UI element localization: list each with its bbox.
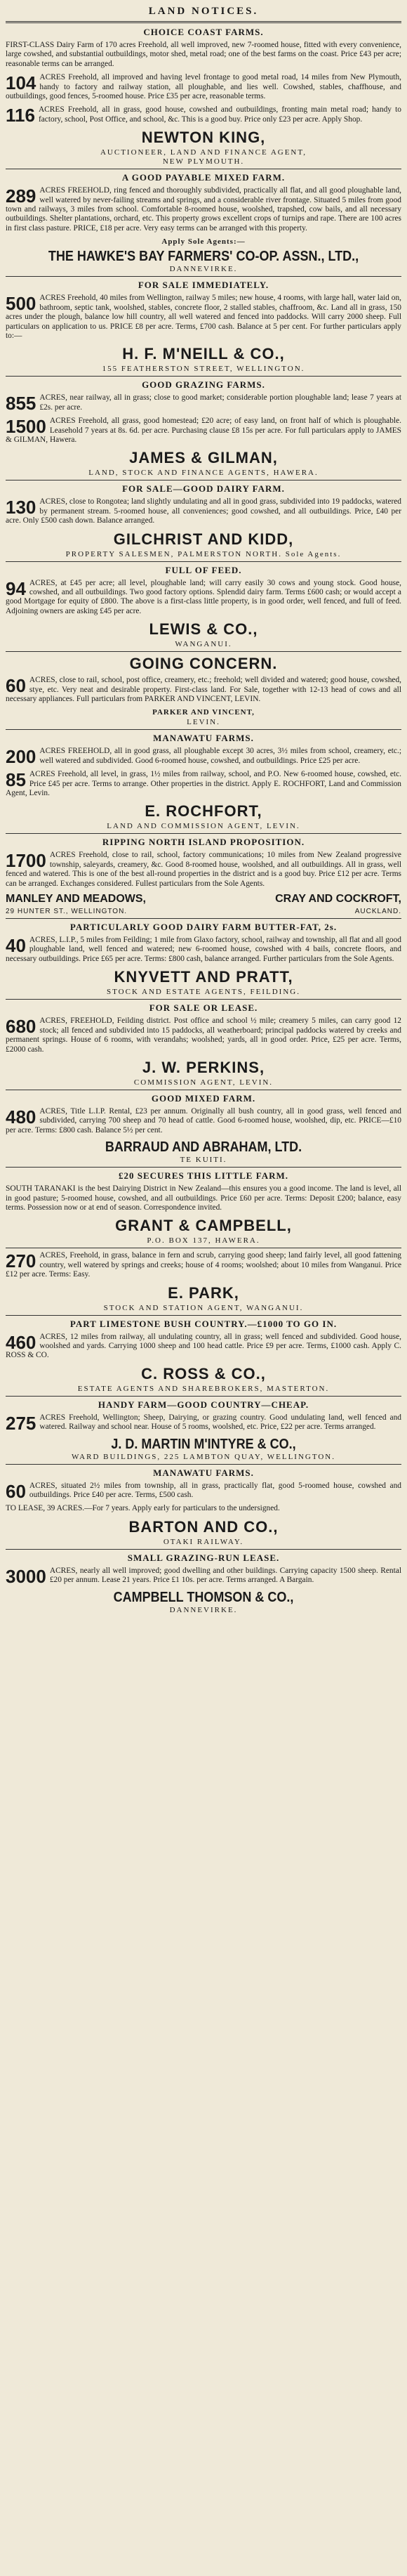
ad-text: ACRES FREEHOLD, ring fenced and thoroughly subdivided, practically all flat, and all good ploughable land, well watered by never-failing streams and springs, and a considerable river frontage. Situated 5 miles from good town and railways, 3 miles from school. Comfortable 8-roomed house, woolshed, trapshed, cow bails, and all necessary outbuildings. Shelter plantations, orchard, etc. This property grows excellent crops of turnips and rape. There are 100 acres in first class pasture. PRICE, £18 per acre. Very easy terms can be arranged with this property. bbox=[6, 186, 401, 233]
ad-text: ACRES, Title L.I.P. Rental, £23 per annum. Originally all bush country, all in good grass, well fenced and subdivided, carrying 700 sheep and 70 head of cattle. Good 6-roomed house, woolshed, dip, etc. PRICE—£10 per acre. Terms: £800 cash. Balance 5½ per cent. bbox=[6, 1106, 401, 1135]
agent-name: BARRAUD AND ABRAHAM, LTD. bbox=[105, 1138, 302, 1155]
ad-heading: FOR SALE OR LEASE. bbox=[149, 1002, 258, 1014]
agent-name: LEWIS & CO., bbox=[149, 620, 258, 639]
ad-3000-acres bbox=[6, 1567, 401, 1586]
ad-680-acres bbox=[6, 1016, 401, 1054]
agent-name: JAMES & GILMAN, bbox=[129, 449, 278, 467]
joint-agents-address bbox=[6, 908, 401, 915]
divider bbox=[6, 376, 401, 377]
ad-manawatu-60-acres bbox=[6, 1482, 401, 1501]
ad-text: ACRES FREEHOLD, all in good grass, all ploughable except 30 acres, 3½ miles from school, creamery, etc.; well watered and subdivided. Good 6-roomed house, cowshed, and outbuildings. Price £25 per acre. bbox=[39, 747, 401, 765]
ad-heading: A GOOD PAYABLE MIXED FARM. bbox=[121, 172, 286, 183]
ad-1500-acres bbox=[6, 417, 401, 445]
ad-94-acres bbox=[6, 579, 401, 617]
acreage: 3000 bbox=[6, 1565, 46, 1587]
agent-name: GILCHRIST AND KIDD, bbox=[113, 530, 294, 548]
acreage: 85 bbox=[6, 769, 26, 791]
section-subtitle: CHOICE COAST FARMS. bbox=[143, 27, 264, 37]
ad-heading: RIPPING NORTH ISLAND PROPOSITION. bbox=[102, 837, 305, 848]
agent-line: TE KUITI. bbox=[180, 1156, 227, 1165]
divider bbox=[6, 561, 401, 562]
acreage: 1500 bbox=[6, 416, 46, 438]
ad-heading: £20 SECURES THIS LITTLE FARM. bbox=[119, 1170, 288, 1182]
divider bbox=[6, 999, 401, 1000]
divider bbox=[6, 729, 401, 730]
agent-line: LAND, STOCK AND FINANCE AGENTS, HAWERA. bbox=[88, 469, 319, 478]
acreage: 116 bbox=[6, 105, 35, 126]
ad-270-acres bbox=[6, 1251, 401, 1279]
ad-275-acres bbox=[6, 1413, 401, 1432]
agent-name: H. F. M'NEILL & CO., bbox=[122, 345, 285, 363]
divider bbox=[6, 651, 401, 652]
ad-480-acres bbox=[6, 1107, 401, 1135]
ad-text: ACRES Freehold, all in grass, good house, cowshed and outbuildings, fronting main metal road; handy to factory, school, Post Office, and school, &c. This is a good buy. Price only £23 per acre. Apply Shop. bbox=[38, 105, 401, 124]
agent-line: AUCKLAND. bbox=[354, 908, 401, 916]
divider bbox=[6, 833, 401, 834]
acreage: 289 bbox=[6, 185, 36, 207]
ad-heading: SMALL GRAZING-RUN LEASE. bbox=[127, 1552, 280, 1563]
agent-name: THE HAWKE'S BAY FARMERS' CO-OP. ASSN., LTD., bbox=[48, 247, 359, 264]
ad-text: FIRST-CLASS Dairy Farm of 170 acres Freehold, all well improved, new 7-roomed house, fitted with every convenience, large cowshed, and substantial outbuildings, motor shed, metal road; one of the best farms on the coast. Price £43 per acre; reasonable terms can be arranged. bbox=[6, 41, 401, 68]
ad-text: ACRES Freehold, all level, in grass, 1½ miles from railway, school, and P.O. New 6-roomed house, cowshed, etc. Price £45 per acre. Terms to arrange. Other properties in the district. Apply E. ROCHFORT, Land and Commission Agent, Levin. bbox=[6, 770, 401, 798]
ad-text: ACRES, 12 miles from railway, all undulating country, all in grass; well fenced and subdivided. Good house, woolshed and yards. Carrying 1000 sheep and 100 head cattle. Price £9 per acre. Terms, £1000 cash. Apply C. ROSS & CO. bbox=[6, 1332, 401, 1360]
divider bbox=[6, 1396, 401, 1397]
agent-name: GRANT & CAMPBELL, bbox=[115, 1217, 292, 1235]
ad-heading: MANAWATU FARMS. bbox=[153, 733, 254, 744]
ad-text: ACRES, close to rail, school, post office, creamery, etc.; freehold; well divided and watered; good house, cowshed, stye, etc. Very neat and desirable property. First-class land. For Sale, together with 12-13 head of cows and all necessary appliances. Full particulars from PARKER AND VINCENT, LEVIN. bbox=[6, 676, 401, 703]
acreage: 200 bbox=[6, 746, 36, 768]
ad-heading: GOOD MIXED FARM. bbox=[151, 1092, 256, 1104]
ad-116-acres bbox=[6, 105, 401, 124]
agent-line: WARD BUILDINGS, 225 LAMBTON QUAY, WELLINGTON. bbox=[72, 1452, 335, 1461]
acreage: 60 bbox=[6, 1480, 26, 1502]
ad-130-acres bbox=[6, 497, 401, 525]
acreage: 680 bbox=[6, 1016, 36, 1038]
ad-85-acres bbox=[6, 770, 401, 798]
newspaper-column bbox=[3, 0, 404, 1622]
acreage: 40 bbox=[6, 935, 26, 957]
ad-heading: GOING CONCERN. bbox=[129, 655, 278, 673]
ad-south-taranaki bbox=[6, 1184, 401, 1212]
acreage: 104 bbox=[6, 72, 36, 94]
ad-text: TO LEASE, 39 ACRES.—For 7 years. Apply early for particulars to the undersigned. bbox=[6, 1504, 280, 1513]
ad-heading: FULL OF FEED. bbox=[165, 564, 242, 575]
divider bbox=[6, 918, 401, 919]
agent-line: NEW PLYMOUTH. bbox=[162, 157, 245, 166]
divider bbox=[6, 276, 401, 277]
agent-line: WANGANUI. bbox=[175, 640, 232, 649]
acreage: 460 bbox=[6, 1331, 36, 1353]
acreage: 94 bbox=[6, 577, 26, 599]
agent-line: LAND AND COMMISSION AGENT, LEVIN. bbox=[107, 822, 300, 831]
section-title: LAND NOTICES. bbox=[148, 6, 259, 17]
ad-1700-acres bbox=[6, 851, 401, 889]
ad-text: SOUTH TARANAKI is the best Dairying District in New Zealand—this ensures you a good income. The land is level, all in good pasture; 5-roomed house, cowshed, and all outbuildings. Price £60 per acre. Terms: Deposit £200; balance, easy terms. Possession now or at end of season. Correspondence invited. bbox=[6, 1184, 401, 1212]
acreage: 60 bbox=[6, 675, 26, 697]
agent-line: P.O. BOX 137, HAWERA. bbox=[147, 1236, 260, 1245]
agent-line: STOCK AND ESTATE AGENTS, FEILDING. bbox=[107, 988, 300, 997]
ad-lease-39-acres bbox=[6, 1504, 401, 1513]
agent-line: AUCTIONEER, LAND AND FINANCE AGENT, bbox=[100, 148, 307, 157]
ad-text: ACRES Freehold, all improved and having level frontage to good metal road, 14 miles from New Plymouth, handy to factory and railway station, all ploughable, and lies well. Cowshed, stables, chaffhouse, and outbuildings, good fences, 5-roomed house. Price £35 per acre, reasonable terms. bbox=[6, 73, 401, 101]
agent-line: LEVIN. bbox=[187, 718, 220, 727]
acreage: 1700 bbox=[6, 850, 46, 872]
agent-name: J. W. PERKINS, bbox=[142, 1058, 265, 1076]
ad-text: ACRES, FREEHOLD, Feilding district. Post office and school ½ mile; creamery 5 miles, can carry good 12 stock; all fenced and subdivided into 15 paddocks, all weatherboard; principal paddocks watered by creeks and permanent springs. House of 6 rooms, with verandahs; woolshed; yards, all in good order. Price, £25 per acre. Terms, £2000 cash. bbox=[6, 1016, 401, 1054]
ad-heading: FOR SALE—GOOD DAIRY FARM. bbox=[122, 483, 285, 495]
agent-name: E. PARK, bbox=[168, 1283, 239, 1302]
agent-name: J. D. MARTIN M'INTYRE & CO., bbox=[111, 1435, 296, 1452]
agent-line: ESTATE AGENTS AND SHAREBROKERS, MASTERTON. bbox=[77, 1384, 330, 1393]
ad-text: ACRES Freehold, close to rail, school, factory communications; 10 miles from New Zealand progressive township, saleyards, creamery, &c. Good 8-roomed house, woolshed, and all outbuildings. All in grass, well fenced and watered. This is one of the best all-round properties in the district and is a good buy. Price £12 per acre. Terms can be arranged. Exchanges considered. Fullest particulars from the Sole Agents. bbox=[6, 851, 401, 888]
ad-heading: MANAWATU FARMS. bbox=[153, 1467, 254, 1478]
ad-heading: FOR SALE IMMEDIATELY. bbox=[138, 280, 269, 291]
ad-heading: PART LIMESTONE BUSH COUNTRY.—£1000 TO GO IN. bbox=[69, 1318, 338, 1329]
agent-name: E. ROCHFORT, bbox=[145, 802, 262, 820]
ad-60-acres bbox=[6, 676, 401, 704]
agent-line: 155 FEATHERSTON STREET, WELLINGTON. bbox=[102, 365, 305, 374]
ad-text: ACRES Freehold, 40 miles from Wellington, railway 5 miles; new house, 4 rooms, with large hall, water laid on, bathroom, septic tank, woolshed, stables, concrete floor, 2 stalled stables, chaffroom, &c. Land all in grass, 150 acres under the plough, balance low hill country, all well watered and fenced into paddocks. Will carry 2000 sheep. Full particulars on application to us. PRICE £8 per acre. Terms, £700 cash. Balance at 5 per cent. For further particulars apply to:— bbox=[6, 294, 401, 340]
agent-line: DANNEVIRKE. bbox=[169, 1605, 238, 1614]
agent-name: C. ROSS & CO., bbox=[141, 1364, 266, 1382]
agent-line: STOCK AND STATION AGENT, WANGANUI. bbox=[103, 1303, 304, 1312]
ad-text: ACRES, near railway, all in grass; close to good market; considerable portion ploughable land; lease 7 years at £2s. per acre. bbox=[39, 393, 401, 412]
ad-460-acres bbox=[6, 1333, 401, 1361]
acreage: 130 bbox=[6, 497, 36, 518]
ad-text: ACRES Freehold, all grass, good homestead; £20 acre; of easy land, on front half of which is ploughable. Leasehold 7 years at 8s. 6d. per acre. Purchasing clause £8 15s per acre. For full particulars apply to JAMES & GILMAN, Hawera. bbox=[6, 417, 401, 444]
acreage: 275 bbox=[6, 1412, 36, 1434]
agent-name: BARTON AND CO., bbox=[128, 1517, 279, 1536]
acreage: 500 bbox=[6, 293, 36, 315]
ad-text: ACRES, Freehold, in grass, balance in fern and scrub, carrying good sheep; land fairly level, all good fattening country, well watered by springs and creeks; house of 4 rooms; woolshed; about 10 miles from Wanganui. Price £12 per acre. Terms: Easy. bbox=[6, 1251, 401, 1279]
agent-line: OTAKI RAILWAY. bbox=[163, 1537, 244, 1546]
agent-line: COMMISSION AGENT, LEVIN. bbox=[133, 1078, 274, 1087]
ad-text: ACRES, L.I.P., 5 miles from Feilding; 1 mile from Glaxo factory, school, railway and township, all flat and all good ploughable land, well fenced and watered; new 6-roomed house, cowshed with 4 bails, concrete floors, and necessary outbuildings. Price £65 per acre. Terms: £800 cash, balance arranged. Further particulars from the Sole Agents. bbox=[6, 936, 401, 963]
agent-line: 29 HUNTER ST., WELLINGTON. bbox=[6, 908, 128, 916]
ad-200-acres bbox=[6, 747, 401, 766]
agent-name: KNYVETT AND PRATT, bbox=[114, 968, 293, 986]
agent-name: CRAY AND COCKROFT, bbox=[275, 893, 401, 905]
ad-heading: PARTICULARLY GOOD DAIRY FARM BUTTER-FAT, 2s. bbox=[69, 922, 338, 933]
divider bbox=[6, 1167, 401, 1168]
ad-text: ACRES, situated 2½ miles from township, all in grass, practically flat, good 5-roomed house, cowshed and outbuildings. Price £40 per acre. Terms, £500 cash. bbox=[29, 1481, 401, 1499]
apply-line: Apply Sole Agents:— bbox=[161, 237, 246, 247]
ad-289-acres bbox=[6, 186, 401, 233]
ad-40-acres bbox=[6, 936, 401, 964]
agent-name: NEWTON KING, bbox=[141, 129, 266, 147]
ad-heading: HANDY FARM—GOOD COUNTRY—CHEAP. bbox=[98, 1399, 309, 1410]
ad-500-acres bbox=[6, 294, 401, 341]
acreage: 480 bbox=[6, 1106, 36, 1127]
agent-line: DANNEVIRKE. bbox=[169, 265, 238, 274]
joint-agents bbox=[6, 893, 401, 905]
agent-name: PARKER AND VINCENT, bbox=[152, 708, 255, 717]
ad-855-acres bbox=[6, 393, 401, 412]
acreage: 855 bbox=[6, 393, 36, 414]
agent-line: PROPERTY SALESMEN, PALMERSTON NORTH. Sole Agents. bbox=[65, 549, 342, 558]
ad-first-class-dairy bbox=[6, 41, 401, 69]
agent-name: CAMPBELL THOMSON & CO., bbox=[113, 1588, 294, 1605]
ad-text: ACRES, nearly all well improved; good dwelling and other buildings. Carrying capacity 1500 sheep. Rental £20 per annum. Lease 21 years. Price £1 10s. per acre. Terms arranged. A Bargain. bbox=[49, 1566, 401, 1585]
divider bbox=[6, 1549, 401, 1550]
divider bbox=[6, 1315, 401, 1316]
ad-text: ACRES, close to Rongotea; land slightly undulating and all in good grass, subdivided into 19 paddocks, watered by permanent stream. 5-roomed house, all conveniences; good cowshed, and all outbuildings. Price, £40 per acre. Only £500 cash down. Balance arranged. bbox=[6, 497, 401, 525]
ad-text: ACRES Freehold, Wellington; Sheep, Dairying, or grazing country. Good undulating land, well fenced and watered. Railway and school near. House of 5 rooms, woolshed, etc. Price, £22 per acre. Terms arranged. bbox=[39, 1413, 401, 1432]
ad-text: ACRES, at £45 per acre; all level, ploughable land; will carry easily 30 cows and young stock. Good house, cowshed, and all outbuildings. Two good factory options. Splendid dairy farm. Terms £600 cash; or would accept a good Mortgage for equity of £800. The above is a first-class little property, is in good order, well fenced, and full of feed. Adjoining owners are asking £45 per acre. bbox=[6, 578, 401, 615]
ad-heading: GOOD GRAZING FARMS. bbox=[142, 379, 265, 391]
divider bbox=[6, 1464, 401, 1465]
divider bbox=[6, 21, 401, 23]
agent-name: MANLEY AND MEADOWS, bbox=[6, 893, 146, 905]
acreage: 270 bbox=[6, 1250, 36, 1272]
ad-104-acres bbox=[6, 73, 401, 101]
